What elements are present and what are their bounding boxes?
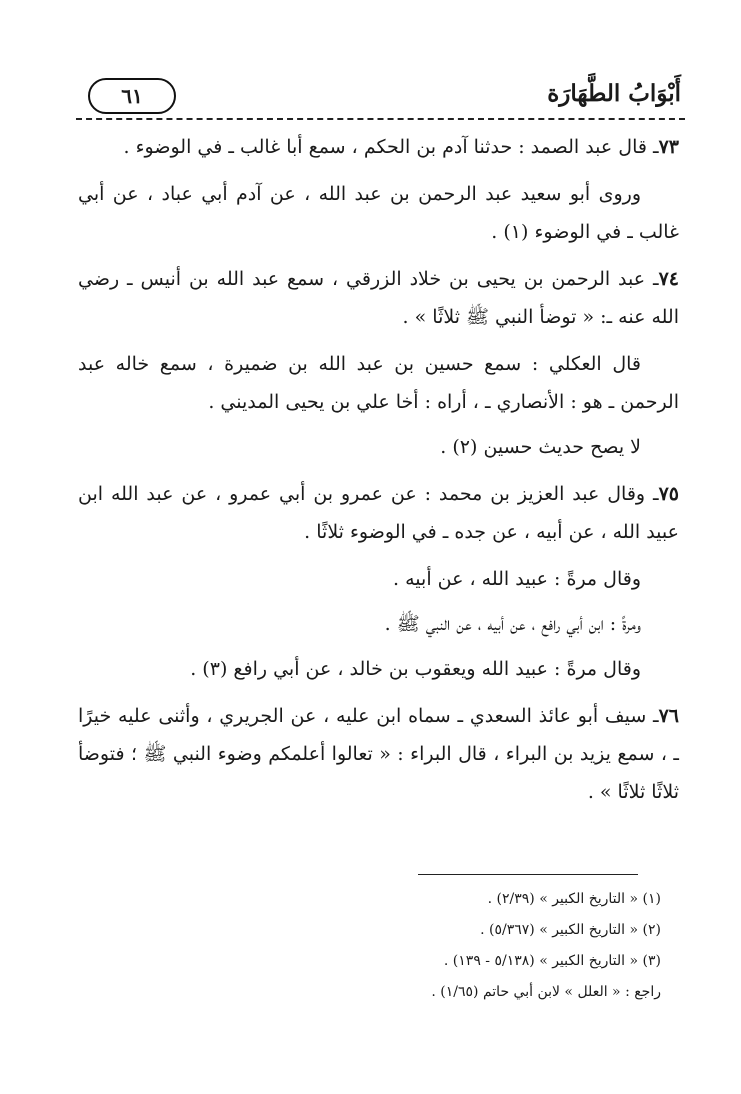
entry-75-note-3 (78, 650, 679, 688)
entry-74-note-2 (78, 428, 679, 466)
entry-text: وروى أبو سعيد عبد الرحمن بن عبد الله ، عن آدم أبي عباد ، عن أبي غالب ـ في الوضوء (١) . (78, 183, 679, 243)
entry-75 (78, 475, 679, 551)
entry-number: ٧٥ (658, 483, 679, 505)
page-number: ٦١ (88, 78, 176, 114)
entry-74 (78, 260, 679, 336)
footnote-rule (418, 874, 638, 875)
entry-text: وقال مرةً : عبيد الله ، عن أبيه . (393, 568, 641, 590)
entry-text: وقال مرةً : عبيد الله ويعقوب بن خالد ، عن أبي رافع (٣) . (190, 658, 641, 680)
body-text (78, 128, 679, 820)
entry-74-note (78, 345, 679, 421)
entry-number: ٧٦ (658, 705, 679, 727)
footnote: راجع : « العلل » لابن أبي حاتم (١/٦٥) . (431, 984, 661, 1000)
footnote: (١) « التاريخ الكبير » (٢/٣٩) . (487, 891, 661, 907)
entry-text: ـ سيف أبو عائذ السعدي ـ سماه ابن عليه ، عن الجريري ، وأثنى عليه خيرًا ـ ، سمع يزيد بن البراء ، قال البراء : « تعالوا أعلمكم وضوء النبي ﷺ ؛ فتوضأ ثلاثًا ثلاثًا » . (78, 705, 679, 803)
header-rule (76, 118, 685, 120)
footnote: (٣) « التاريخ الكبير » (٥/١٣٨ - ١٣٩) . (443, 953, 661, 969)
entry-text: ومرةً : ابن أبي رافع ، عن أبيه ، عن النبي ﷺ . (384, 613, 641, 635)
entry-73 (78, 128, 679, 166)
entry-text: قال العكلي : سمع حسين بن عبد الله بن ضميرة ، سمع خاله عبد الرحمن ـ هو : الأنصاري ـ ، أراه : أخا علي بن يحيى المديني . (78, 353, 679, 413)
entry-73-note (78, 175, 679, 251)
entry-75-note (78, 560, 679, 598)
entry-number: ٧٤ (658, 268, 680, 290)
entry-text: لا يصح حديث حسين (٢) . (440, 436, 641, 458)
entry-number: ٧٣ (658, 136, 679, 158)
footnotes (200, 884, 661, 1008)
entry-text: ـ وقال عبد العزيز بن محمد : عن عمرو بن أبي عمرو ، عن عبد الله ابن عبيد الله ، عن أبيه ، عن جده ـ في الوضوء ثلاثًا . (78, 483, 679, 543)
running-title: أَبْوَابُ الطَّهَارَة (547, 80, 681, 107)
page-header (76, 78, 685, 118)
entry-76 (78, 697, 679, 811)
footnote: (٢) « التاريخ الكبير » (٥/٣٦٧) . (480, 922, 661, 938)
entry-75-note-2 (78, 605, 679, 643)
entry-text: ـ قال عبد الصمد : حدثنا آدم بن الحكم ، سمع أبا غالب ـ في الوضوء . (123, 136, 659, 158)
entry-text: ـ عبد الرحمن بن يحيى بن خلاد الزرقي ، سمع عبد الله بن أنيس ـ رضي الله عنه ـ: « توضأ النبي ﷺ ثلاثًا » . (78, 268, 679, 328)
